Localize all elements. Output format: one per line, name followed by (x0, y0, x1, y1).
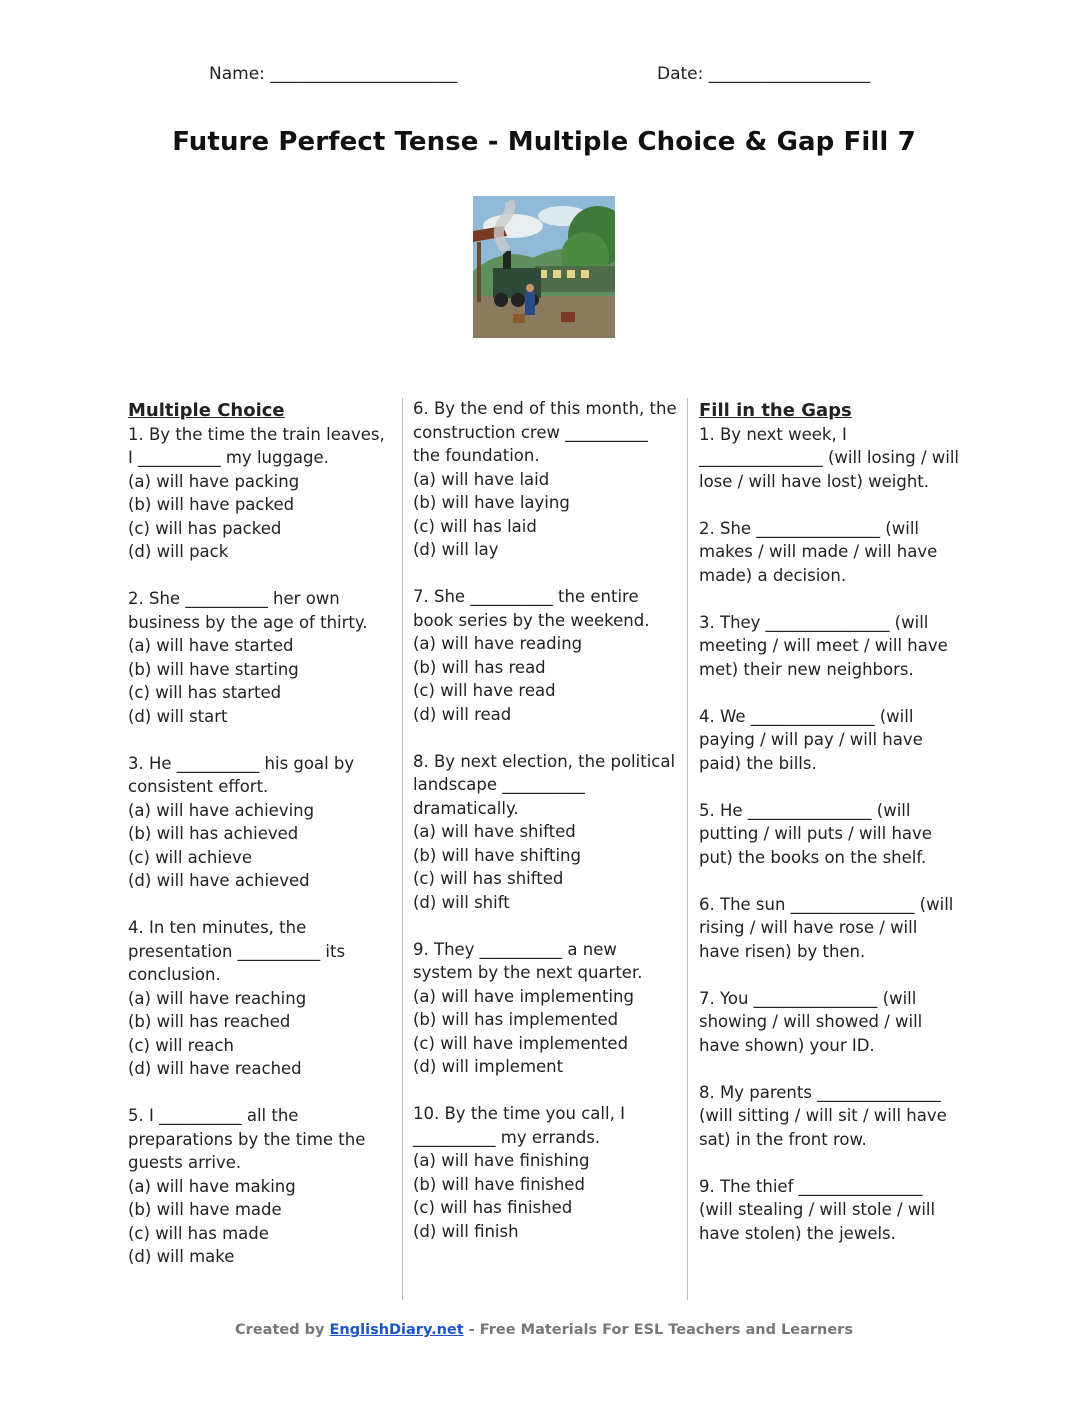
gap-item-8: 8. My parents _______________ (will sitting / will sit / will have sat) in the front row. (699, 1082, 947, 1149)
date-field-line: Date: ___________________ (657, 64, 871, 84)
answer-option: (b) will have starting (128, 659, 299, 679)
question-text: 6. By the end of this month, the construction crew __________ the foundation. (413, 399, 677, 465)
answer-option: (a) will have laid (413, 469, 550, 489)
answer-option: (b) will have shifting (413, 845, 581, 865)
answer-option: (d) will shift (413, 892, 510, 912)
answer-option: (a) will have shifted (413, 822, 576, 841)
question-text: 4. In ten minutes, the presentation __________ its conclusion. (128, 918, 346, 984)
question-8 (413, 750, 678, 915)
answer-option: (d) will make (128, 1247, 235, 1266)
question-3 (128, 752, 393, 893)
column-middle (413, 397, 678, 1267)
steam-train-illustration (473, 196, 615, 338)
answer-option: (d) will have achieved (128, 871, 310, 890)
answer-option: (d) will read (413, 704, 512, 724)
question-2 (128, 587, 393, 728)
answer-option: (d) will pack (128, 542, 229, 561)
answer-option: (c) will have implemented (413, 1033, 629, 1053)
question-10 (413, 1102, 678, 1243)
answer-option: (d) will implement (413, 1057, 564, 1076)
answer-option: (a) will have achieving (128, 800, 315, 820)
question-text: 9. They __________ a new system by the next quarter. (413, 939, 643, 982)
answer-option: (b) will has read (413, 657, 546, 677)
gap-item-3: 3. They _______________ (will meeting / will meet / will have met) their new neighbors. (699, 612, 948, 679)
gap-item-2: 2. She _______________ (will makes / will made / will have made) a decision. (699, 518, 938, 585)
gap-item-9: 9. The thief _______________ (will stealing / will stole / will have stolen) the jewels. (699, 1176, 936, 1243)
answer-option: (a) will have packing (128, 471, 300, 491)
footer-credit (0, 1322, 1088, 1338)
answer-option: (b) will have packed (128, 495, 295, 514)
answer-option: (c) will has shifted (413, 869, 564, 888)
answer-option: (b) will has implemented (413, 1010, 619, 1029)
answer-option: (d) will finish (413, 1221, 519, 1241)
question-9 (413, 938, 678, 1079)
gap-item-6: 6. The sun _______________ (will rising / will have rose / will have risen) by then. (699, 894, 954, 961)
gap-item-5: 5. He _______________ (will putting / will puts / will have put) the books on the shelf. (699, 800, 932, 867)
answer-option: (b) will have made (128, 1200, 282, 1219)
answer-option: (c) will has laid (413, 516, 537, 536)
answer-option: (c) will has packed (128, 518, 282, 538)
column-divider (402, 398, 403, 1300)
answer-option: (b) will have laying (413, 493, 570, 512)
column-right (699, 397, 961, 1269)
question-7 (413, 585, 678, 726)
answer-option: (c) will has started (128, 683, 282, 702)
question-6 (413, 397, 678, 562)
footer-suffix: - Free Materials For ESL Teachers and Learners (463, 1322, 853, 1338)
footer-prefix: Created by (235, 1322, 330, 1338)
question-text: 2. She __________ her own business by the age of thirty. (128, 589, 368, 632)
question-4 (128, 916, 393, 1081)
question-text: 5. I __________ all the preparations by the time the guests arrive. (128, 1106, 366, 1172)
fill-gaps-heading: Fill in the Gaps (699, 400, 852, 421)
answer-option: (d) will start (128, 706, 228, 726)
answer-option: (c) will has finished (413, 1198, 573, 1217)
question-1 (128, 423, 393, 564)
question-text: 10. By the time you call, I __________ my errands. (413, 1104, 625, 1147)
answer-option: (b) will has achieved (128, 824, 299, 843)
answer-option: (a) will have making (128, 1176, 296, 1196)
answer-option: (a) will have started (128, 636, 294, 655)
answer-option: (c) will achieve (128, 847, 252, 867)
name-field-line: Name: ______________________ (209, 64, 458, 84)
question-text: 8. By next election, the political landscape __________ dramatically. (413, 751, 676, 818)
column-divider (687, 398, 688, 1300)
multiple-choice-heading: Multiple Choice (128, 400, 285, 421)
answer-option: (c) will reach (128, 1035, 234, 1055)
question-text: 1. By the time the train leaves, I __________ my luggage. (128, 424, 385, 467)
answer-option: (b) will have finished (413, 1174, 585, 1194)
answer-option: (a) will have finishing (413, 1151, 590, 1170)
answer-option: (a) will have reaching (128, 988, 307, 1008)
gap-item-4: 4. We _______________ (will paying / will pay / will have paid) the bills. (699, 706, 923, 773)
answer-option: (a) will have reading (413, 634, 583, 653)
footer-site-link[interactable]: EnglishDiary.net (329, 1322, 464, 1338)
answer-option: (d) will have reached (128, 1059, 302, 1078)
answer-option: (d) will lay (413, 540, 499, 559)
answer-option: (a) will have implementing (413, 986, 634, 1006)
answer-option: (c) will have read (413, 681, 556, 700)
answer-option: (c) will has made (128, 1223, 269, 1243)
gap-item-7: 7. You _______________ (will showing / will showed / will have shown) your ID. (699, 988, 923, 1055)
question-text: 3. He __________ his goal by consistent effort. (128, 753, 355, 796)
answer-option: (b) will has reached (128, 1012, 291, 1031)
column-left (128, 397, 393, 1292)
question-5 (128, 1104, 393, 1269)
question-text: 7. She __________ the entire book series by the weekend. (413, 587, 650, 630)
worksheet-title: Future Perfect Tense - Multiple Choice & Gap Fill 7 (172, 127, 916, 157)
gap-item-1: 1. By next week, I _______________ (will losing / will lose / will have lost) weight. (699, 424, 960, 491)
